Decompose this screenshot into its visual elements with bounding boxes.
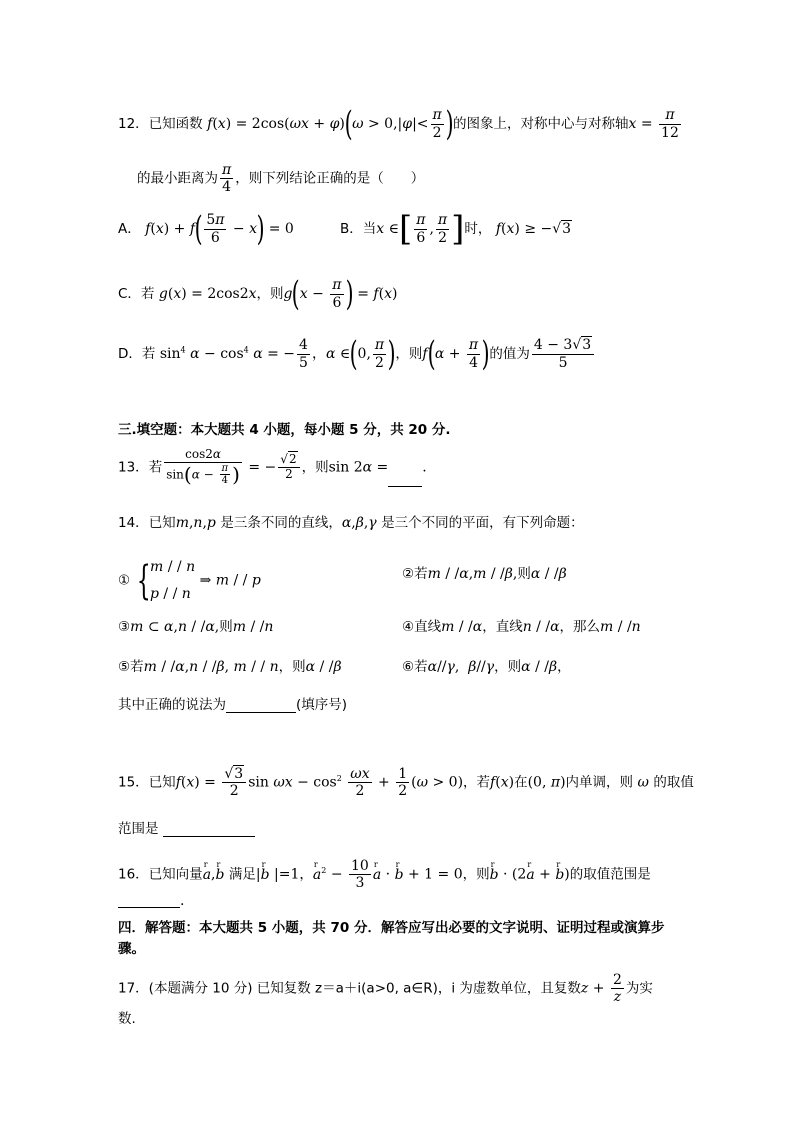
q14-prop-5: ⑤若m / /α,n / /β, m / / n，则α / /β	[118, 659, 342, 675]
q15-line1: 15．已知f(x) = $\frac{√3}{2}$ $\sin \omega x - \cos^2$ $\frac{\omega x}{2}$ + $\frac{1}{2}$ (ω > 0)，若f(x)在(0, π)内单调，则 ω 的取值	[118, 766, 694, 800]
q17-line1: 17．(本题满分 10 分) 已知复数 z＝a＋i(a>0, a∈R)，i 为虚数单位，且复数z + $\frac{2}{z}$ 为实	[118, 972, 653, 1006]
q12-line1: 12．已知函数 f(x) = 2cos(ωx + φ)(ω > 0,|φ|< $\frac{\pi}{2}$ )的图象上，对称中心与对称轴x = $\frac{\pi}{12}$	[118, 104, 679, 144]
q12-number: 12．	[118, 116, 149, 132]
q16-answer-blank[interactable]	[118, 895, 180, 908]
q17-line2: 数.	[118, 1011, 136, 1027]
q14-prop-2: ②若m / /α,m / /β,则α / /β	[402, 566, 567, 582]
q13-line: 13．若 cos2α sin(α − $\frac{\pi}{4}$ ) = − $\frac{√2}{2}$ ，则sin 2α = .	[118, 447, 427, 487]
section-4-header-line2: 骤。	[118, 941, 145, 957]
q14-prop-6: ⑥若α//γ, β//γ，则α / /β，	[402, 659, 571, 675]
q15-answer-blank[interactable]	[163, 824, 255, 837]
q16-line2: .	[118, 894, 184, 908]
section-3-header: 三.填空题：本大题共 4 小题，每小题 5 分，共 20 分.	[118, 422, 451, 438]
section-4-header-line1: 四．解答题：本大题共 5 小题，共 70 分．解答应写出必要的文字说明、证明过程或演算步	[118, 920, 665, 936]
q14-prop-4: ④直线m / /α，直线n / /α，那么m / /n	[402, 619, 641, 635]
q12-option-a: A． f(x) + f( $\frac{5\pi}{6}$ − x) = 0	[118, 209, 294, 249]
q14-prop-1: ① {m / / n p / / n ⇒ m / / p	[118, 557, 261, 604]
q12-option-c: C．若 g(x) = 2cos2x，则g(x − $\frac{\pi}{6}$ ) = f(x)	[118, 274, 398, 314]
q14-prop-3: ③m ⊂ α,n / /α,则m / /n	[118, 619, 274, 635]
q12-line2: 的最小距离为 $\frac{\pi}{4}$ ，则下列结论正确的是（ ）	[137, 162, 425, 196]
q14-answer-line: 其中正确的说法为 (填序号)	[118, 697, 348, 713]
q13-answer-blank[interactable]	[388, 474, 422, 487]
q16-line1: 16．已知向量r a,r b 满足|r b |=1，r $a^2$ − $\frac{10}{3}$ r a · r b + 1 = 0，则r b · (2r a + r b)的取值范围是	[118, 858, 651, 891]
q12-option-d: D．若 $\sin^4 \alpha - \cos^4 \alpha$ = − $\frac{4}{5}$ ，α ∈(0, $\frac{\pi}{2}$ )，则f(α + $\frac{\pi}{4}$ )的值为 $\frac{4 - 3√3}{5}$	[118, 337, 596, 371]
q15-line2: 范围是	[118, 822, 255, 837]
q12-option-b: B．当x ∈[ $\frac{\pi}{6}$ , $\frac{\pi}{2}$ ]时， f(x) ≥ −√3	[340, 209, 572, 249]
q14-answer-blank[interactable]	[226, 700, 296, 713]
q14-stem: 14．已知m,n,p 是三条不同的直线，α,β,γ 是三个不同的平面，有下列命题：	[118, 515, 584, 531]
